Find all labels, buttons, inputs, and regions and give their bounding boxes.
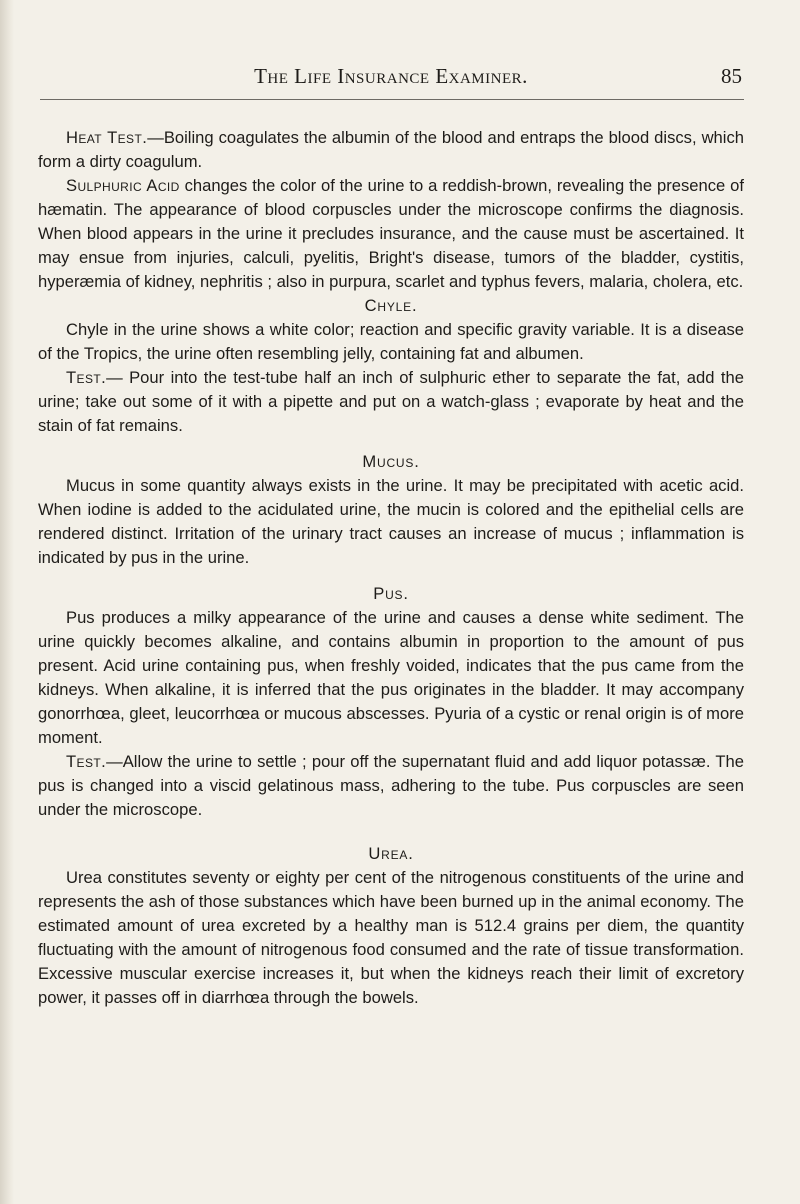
urea-paragraph: Urea constitutes seventy or eighty per cent of the nitrogenous constituents of the urine and represents the ash of those substances which have been burned up in the animal economy. The estimated amount of urea excreted by a healthy man is 512.4 grains per diem, the quantity fluctuating with the amount of nitrogenous food consumed and the rate of tissue transformation. Excessive muscular exercise increases it, but when the kidneys reach their limit of excretory power, it passes off in diarrhœa through the bowels. (38, 868, 744, 1007)
page-spine-shadow (0, 0, 14, 1204)
heat-test-text: —Boiling coagulates the albumin of the blood and entraps the blood discs, which form a dirty coagulum. (38, 128, 744, 171)
sulphuric-acid-lead: Sulphuric Acid (66, 176, 180, 195)
chyle-test-lead: Test. (66, 368, 107, 387)
running-title: The Life Insurance Examiner. (254, 64, 528, 88)
heat-test-paragraph (38, 126, 744, 174)
heat-test-lead: Heat Test. (66, 128, 148, 147)
pus-heading: Pus. (373, 584, 409, 603)
header-rule (40, 99, 744, 100)
sulphuric-acid-paragraph (38, 174, 744, 294)
pus-test-paragraph (38, 750, 744, 822)
chyle-test-paragraph (38, 366, 744, 438)
chyle-test-text: — Pour into the test-tube half an inch of sulphuric ether to separate the fat, add the urine; take out some of it with a pipette and put on a watch-glass ; evaporate by heat and the stain of fat remains. (38, 368, 744, 435)
running-header (38, 0, 744, 88)
urea-heading: Urea. (368, 844, 414, 863)
page-body (38, 126, 744, 1010)
pus-test-text: —Allow the urine to settle ; pour off the supernatant fluid and add liquor potassæ. The pus is changed into a viscid gelatinous mass, adhering to the tube. Pus corpuscles are seen under the microscope. (38, 752, 744, 819)
mucus-paragraph: Mucus in some quantity always exists in the urine. It may be precipitated with acetic acid. When iodine is added to the acidulated urine, the mucin is colored and the epithelial cells are rendered distinct. Irritation of the urinary tract causes an increase of mucus ; inflammation is indicated by pus in the urine. (38, 476, 744, 567)
sulphuric-acid-text: changes the color of the urine to a reddish-brown, revealing the presence of hæmatin. The appearance of blood corpuscles under the microscope confirms the diagnosis. When blood appears in the urine it precludes insurance, and the cause must be ascertained. It may ensue from injuries, calculi, pyelitis, Bright's disease, tumors of the bladder, cystitis, hyperæmia of kidney, nephritis ; also in purpura, scarlet and typhus fevers, malaria, cholera, etc. (38, 176, 744, 291)
pus-test-lead: Test. (66, 752, 107, 771)
chyle-paragraph: Chyle in the urine shows a white color; reaction and specific gravity variable. It is a disease of the Tropics, the urine often resembling jelly, containing fat and albumen. (38, 320, 744, 363)
chyle-heading: Chyle. (364, 296, 418, 315)
page-number: 85 (721, 64, 742, 88)
mucus-heading: Mucus. (362, 452, 420, 471)
book-page (38, 0, 744, 1007)
pus-paragraph: Pus produces a milky appearance of the urine and causes a dense white sediment. The urine quickly becomes alkaline, and contains albumin in proportion to the amount of pus present. Acid urine containing pus, when freshly voided, indicates that the pus came from the kidneys. When alkaline, it is inferred that the pus originates in the bladder. It may accompany gonorrhœa, gleet, leucorrhœa or mucous abscesses. Pyuria of a cystic or renal origin is of more moment. (38, 608, 744, 747)
